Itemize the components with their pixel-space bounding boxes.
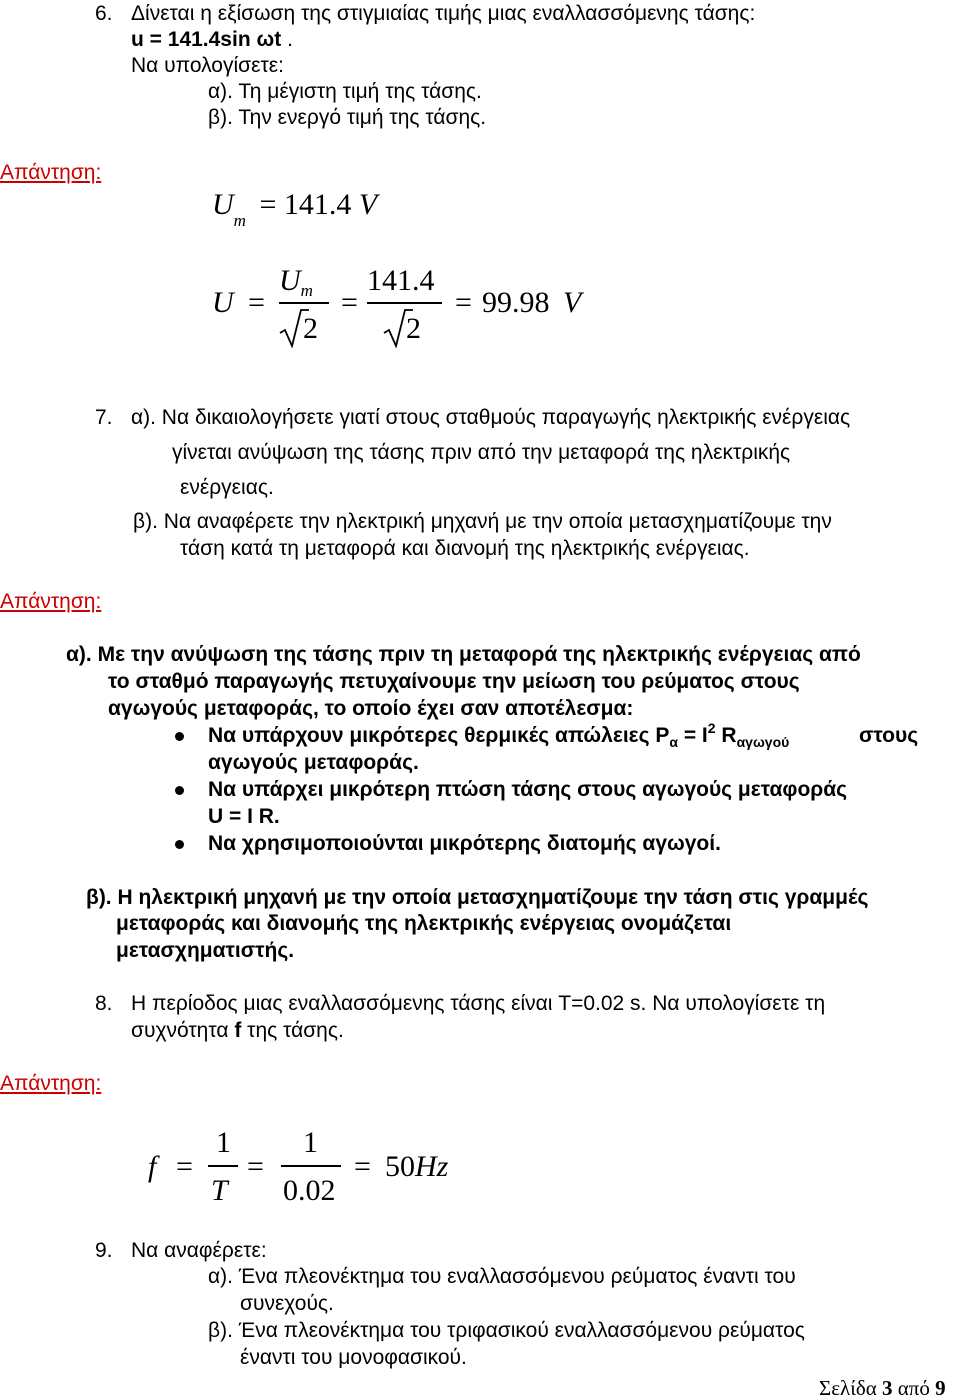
- fraction2-bar: [367, 302, 442, 304]
- q8-eq-sign-2: =: [247, 1150, 264, 1183]
- answer-label-q6: Απάντηση:: [0, 161, 102, 184]
- bullet1-line1: [208, 720, 790, 750]
- um-subscript: m: [233, 211, 246, 230]
- q6-formula-text: u = 141.4sin ωt: [131, 28, 282, 51]
- bullet-2: [175, 786, 184, 795]
- bullet1-sub-ag: αγωγού: [736, 734, 790, 750]
- fraction1-denominator: 2: [303, 312, 318, 345]
- q7-part-a-line3: ενέργειας.: [180, 476, 274, 499]
- fraction1-um: U: [279, 264, 301, 297]
- eq-sign-3: =: [455, 286, 472, 319]
- eq-sign-1: =: [248, 286, 265, 319]
- q7-answer-a-line2: το σταθμό παραγωγής πετυχαίνουμε την μείωση του ρεύματος στους: [108, 670, 800, 693]
- q9-part-b-line2: έναντι του μονοφασικού.: [240, 1346, 467, 1369]
- q7-answer-b-line2: μεταφοράς και διανομής της ηλεκτρικής ενέργειας ονομάζεται: [116, 912, 732, 935]
- fraction1-bar: [279, 302, 329, 304]
- q6-text: Δίνεται η εξίσωση της στιγμιαίας τιμής μιας εναλλασσόμενης τάσης:: [131, 2, 756, 25]
- answer-label-q7: Απάντηση:: [0, 590, 102, 613]
- bullet1-sub-a: α: [669, 734, 678, 750]
- q8-fraction1-numerator: 1: [216, 1126, 231, 1159]
- bullet1-r: R: [715, 724, 737, 747]
- q8-result: [385, 1152, 448, 1182]
- bullet1-mid: = I: [678, 724, 708, 747]
- um-symbol: U: [212, 188, 234, 221]
- footer-of-word: από: [897, 1376, 930, 1400]
- bullet-3: [175, 840, 184, 849]
- eq-sign-2: =: [341, 286, 358, 319]
- q8-result-unit: Hz: [415, 1150, 449, 1183]
- bullet-1: [175, 732, 184, 741]
- q6-part-b: β). Την ενεργό τιμή της τάσης.: [208, 106, 487, 129]
- q7-answer-b-line1: β). Η ηλεκτρική μηχανή με την οποία μετασχηματίζουμε την τάση στις γραμμές: [86, 886, 869, 909]
- q8-eq-sign-1: =: [176, 1150, 193, 1183]
- um-value: = 141.4: [259, 188, 352, 221]
- q9-part-a-line1: α). Ένα πλεονέκτημα του εναλλασσόμενου ρεύματος έναντι του: [208, 1265, 796, 1288]
- u-symbol: U: [212, 286, 234, 319]
- result-value: [482, 288, 581, 318]
- q8-fraction1-denominator: T: [211, 1174, 228, 1207]
- q6-number: 6.: [95, 2, 113, 25]
- q8-line2-b: της τάσης.: [241, 1019, 344, 1042]
- bullet1-text: Να υπάρχουν μικρότερες θερμικές απώλειες P: [208, 724, 670, 747]
- f-symbol: f: [148, 1150, 157, 1183]
- q8-result-number: 50: [385, 1150, 415, 1183]
- q7-part-a-line1: α). Να δικαιολογήσετε γιατί στους σταθμούς παραγωγής ηλεκτρικής ενέργειας: [131, 406, 851, 429]
- bullet2-line2: U = I R.: [208, 805, 280, 828]
- q8-line2: [131, 1020, 344, 1041]
- result-unit: V: [563, 286, 582, 319]
- q8-number: 8.: [95, 992, 113, 1015]
- q6-formula-end: .: [281, 28, 293, 51]
- fraction1-um-sub: m: [300, 281, 313, 300]
- bullet3-line1: Να χρησιμοποιούνται μικρότερης διατομής αγωγοί.: [208, 832, 721, 855]
- bullet1-sup: 2: [707, 720, 716, 736]
- fraction2-denominator: 2: [406, 312, 421, 345]
- fraction1-numerator: [279, 264, 313, 300]
- um-unit: V: [358, 188, 378, 221]
- footer-total-pages: 9: [935, 1376, 946, 1400]
- q8-fraction2-bar: [281, 1165, 341, 1167]
- bullet1-line2: αγωγούς μεταφοράς.: [208, 751, 419, 774]
- q8-fraction2-denominator: 0.02: [283, 1174, 336, 1207]
- fraction2-numerator: 141.4: [367, 264, 435, 297]
- q9-number: 9.: [95, 1239, 113, 1262]
- q9-part-b-line1: β). Ένα πλεονέκτημα του τριφασικού εναλλασσόμενου ρεύματος: [208, 1319, 805, 1342]
- q8-fraction1-bar: [208, 1165, 238, 1167]
- q6-answer-um: [212, 188, 378, 230]
- q7-part-a-line2: γίνεται ανύψωση της τάσης πριν από την μεταφορά της ηλεκτρικής: [172, 441, 791, 464]
- q8-fraction2-numerator: 1: [303, 1126, 318, 1159]
- q9-line1: Να αναφέρετε:: [131, 1239, 267, 1262]
- result-number: 99.98: [482, 286, 550, 319]
- bullet1-end: στους: [859, 724, 919, 747]
- q8-line1: Η περίοδος μιας εναλλασσόμενης τάσης είναι T=0.02 s. Να υπολογίσετε τη: [131, 992, 826, 1015]
- q7-answer-a-line3: αγωγούς μεταφοράς, το οποίο έχει σαν αποτέλεσμα:: [108, 697, 634, 720]
- q6-formula: [131, 29, 293, 50]
- q7-part-b-line2: τάση κατά τη μεταφορά και διανομή της ηλεκτρικής ενέργειας.: [180, 537, 750, 560]
- bullet2-line1: Να υπάρχει μικρότερη πτώση τάσης στους αγωγούς μεταφοράς: [208, 778, 848, 801]
- q8-line2-a: συχνότητα: [131, 1019, 235, 1042]
- q8-eq-sign-3: =: [354, 1150, 371, 1183]
- page-footer: [819, 1378, 946, 1399]
- q6-part-a: α). Τη μέγιστη τιμή της τάσης.: [208, 80, 482, 103]
- footer-current-page: 3: [882, 1376, 893, 1400]
- q6-ask: Να υπολογίσετε:: [131, 54, 284, 77]
- q9-part-a-line2: συνεχούς.: [240, 1292, 334, 1315]
- q7-number: 7.: [95, 406, 113, 429]
- answer-label-q8: Απάντηση:: [0, 1072, 102, 1095]
- q7-answer-b-line3: μετασχηματιστής.: [116, 939, 295, 962]
- footer-page-word: Σελίδα: [819, 1376, 877, 1400]
- q7-answer-a-line1: α). Με την ανύψωση της τάσης πριν τη μεταφορά της ηλεκτρικής ενέργειας από: [66, 643, 861, 666]
- q8-line2-f: f: [234, 1019, 242, 1042]
- q7-part-b-line1: β). Να αναφέρετε την ηλεκτρική μηχανή με την οποία μετασχηματίζουμε την: [133, 510, 832, 533]
